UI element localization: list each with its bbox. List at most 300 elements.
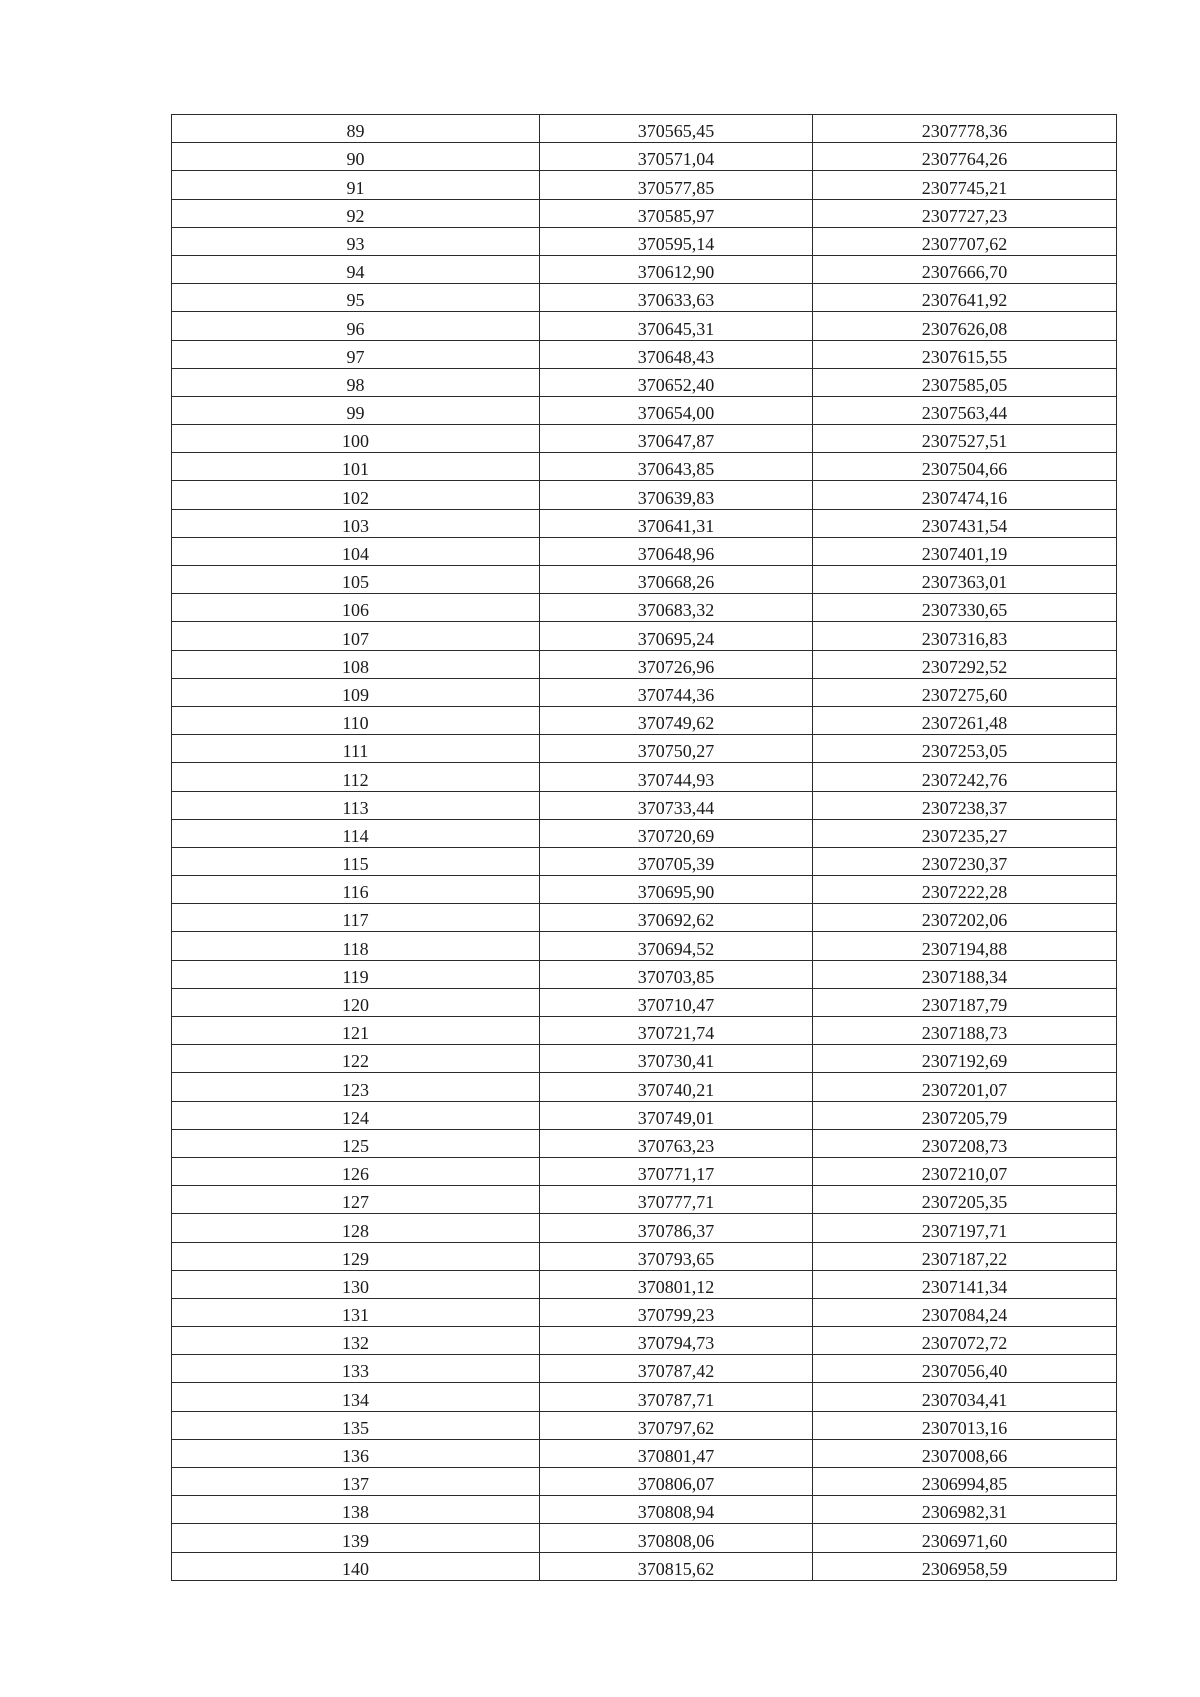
y-coordinate-cell: [813, 537, 1117, 565]
cell-text: 2307615,55: [921, 346, 1008, 367]
y-coordinate-cell: [813, 171, 1117, 199]
x-coordinate-cell: [540, 847, 813, 875]
y-coordinate-cell: [813, 1017, 1117, 1045]
cell-text: 112: [342, 769, 369, 790]
x-coordinate-cell: [540, 988, 813, 1016]
cell-text: 117: [342, 910, 369, 931]
x-coordinate-cell: [540, 763, 813, 791]
x-coordinate-cell: [540, 876, 813, 904]
x-coordinate-cell: [540, 791, 813, 819]
x-coordinate-cell: [540, 199, 813, 227]
cell-text: 89: [346, 121, 365, 142]
point-number-cell: [172, 819, 540, 847]
y-coordinate-cell: [813, 1129, 1117, 1157]
x-coordinate-cell: [540, 706, 813, 734]
cell-text: 2307197,71: [921, 1220, 1008, 1241]
point-number-cell: [172, 199, 540, 227]
cell-text: 2307363,01: [921, 572, 1008, 593]
table-row: [172, 960, 1117, 988]
cell-text: 131: [342, 1305, 369, 1326]
point-number-cell: [172, 1017, 540, 1045]
cell-text: 370777,71: [637, 1192, 715, 1213]
cell-text: 140: [342, 1558, 369, 1579]
table-row: [172, 171, 1117, 199]
point-number-cell: [172, 1101, 540, 1129]
cell-text: 370815,62: [637, 1558, 715, 1579]
cell-text: 2307194,88: [921, 938, 1008, 959]
table-row: [172, 1214, 1117, 1242]
point-number-cell: [172, 1073, 540, 1101]
cell-text: 2307253,05: [921, 741, 1008, 762]
table-row: [172, 1298, 1117, 1326]
y-coordinate-cell: [813, 115, 1117, 143]
table-row: [172, 1073, 1117, 1101]
cell-text: 370787,71: [637, 1389, 715, 1410]
y-coordinate-cell: [813, 509, 1117, 537]
point-number-cell: [172, 425, 540, 453]
x-coordinate-cell: [540, 1552, 813, 1580]
cell-text: 2306958,59: [921, 1558, 1008, 1579]
cell-text: 134: [342, 1389, 369, 1410]
x-coordinate-cell: [540, 650, 813, 678]
cell-text: 99: [346, 403, 365, 424]
cell-text: 370801,12: [637, 1276, 715, 1297]
x-coordinate-cell: [540, 1242, 813, 1270]
x-coordinate-cell: [540, 1355, 813, 1383]
table-row: [172, 425, 1117, 453]
x-coordinate-cell: [540, 1439, 813, 1467]
y-coordinate-cell: [813, 763, 1117, 791]
table-row: [172, 1186, 1117, 1214]
point-number-cell: [172, 1468, 540, 1496]
cell-text: 123: [342, 1079, 369, 1100]
cell-text: 2306971,60: [921, 1530, 1008, 1551]
y-coordinate-cell: [813, 819, 1117, 847]
point-number-cell: [172, 1242, 540, 1270]
cell-text: 370750,27: [637, 741, 715, 762]
x-coordinate-cell: [540, 1129, 813, 1157]
y-coordinate-cell: [813, 1411, 1117, 1439]
cell-text: 2307205,79: [921, 1107, 1008, 1128]
cell-text: 2307187,79: [921, 995, 1008, 1015]
cell-text: 370654,00: [637, 403, 715, 424]
cell-text: 370577,85: [637, 177, 715, 198]
cell-text: 2307201,07: [921, 1079, 1008, 1100]
y-coordinate-cell: [813, 312, 1117, 340]
y-coordinate-cell: [813, 255, 1117, 283]
cell-text: 370641,31: [637, 515, 715, 536]
table-row: [172, 988, 1117, 1016]
table-row: [172, 1439, 1117, 1467]
table-row: [172, 509, 1117, 537]
x-coordinate-cell: [540, 227, 813, 255]
table-row: [172, 1270, 1117, 1298]
cell-text: 370726,96: [637, 656, 715, 677]
cell-text: 2307222,28: [921, 882, 1008, 903]
cell-text: 370705,39: [637, 854, 715, 875]
cell-text: 110: [342, 713, 369, 734]
x-coordinate-cell: [540, 678, 813, 706]
cell-text: 370695,24: [637, 628, 715, 649]
cell-text: 105: [342, 572, 369, 593]
y-coordinate-cell: [813, 396, 1117, 424]
cell-text: 370744,36: [637, 684, 715, 705]
x-coordinate-cell: [540, 509, 813, 537]
table-row: [172, 537, 1117, 565]
y-coordinate-cell: [813, 340, 1117, 368]
cell-text: 370683,32: [637, 600, 715, 621]
x-coordinate-cell: [540, 960, 813, 988]
table-row: [172, 1411, 1117, 1439]
cell-text: 370565,45: [637, 121, 715, 142]
coordinates-table: [171, 114, 1117, 1581]
y-coordinate-cell: [813, 481, 1117, 509]
x-coordinate-cell: [540, 312, 813, 340]
table-row: [172, 199, 1117, 227]
table-row: [172, 594, 1117, 622]
cell-text: 139: [342, 1530, 369, 1551]
cell-text: 2307013,16: [921, 1417, 1008, 1438]
cell-text: 107: [342, 628, 369, 649]
cell-text: 2307238,37: [921, 797, 1008, 818]
x-coordinate-cell: [540, 481, 813, 509]
x-coordinate-cell: [540, 1101, 813, 1129]
point-number-cell: [172, 453, 540, 481]
cell-text: 2307727,23: [921, 205, 1008, 226]
y-coordinate-cell: [813, 143, 1117, 171]
cell-text: 113: [342, 797, 369, 818]
cell-text: 2307056,40: [921, 1361, 1008, 1382]
y-coordinate-cell: [813, 594, 1117, 622]
y-coordinate-cell: [813, 1468, 1117, 1496]
cell-text: 2307764,26: [921, 149, 1008, 170]
point-number-cell: [172, 227, 540, 255]
point-number-cell: [172, 537, 540, 565]
cell-text: 2307208,73: [921, 1135, 1008, 1156]
cell-text: 130: [342, 1276, 369, 1297]
cell-text: 370652,40: [637, 374, 715, 395]
cell-text: 2307316,83: [921, 628, 1008, 649]
cell-text: 132: [342, 1333, 369, 1354]
cell-text: 370648,96: [637, 544, 715, 564]
cell-text: 2307401,19: [921, 544, 1008, 564]
y-coordinate-cell: [813, 1073, 1117, 1101]
y-coordinate-cell: [813, 1045, 1117, 1073]
cell-text: 93: [346, 233, 365, 254]
x-coordinate-cell: [540, 1298, 813, 1326]
y-coordinate-cell: [813, 876, 1117, 904]
table-row: [172, 1045, 1117, 1073]
y-coordinate-cell: [813, 988, 1117, 1016]
cell-text: 103: [342, 515, 369, 536]
table-row: [172, 1129, 1117, 1157]
cell-text: 370571,04: [637, 149, 715, 170]
x-coordinate-cell: [540, 1017, 813, 1045]
cell-text: 370647,87: [637, 431, 715, 452]
point-number-cell: [172, 706, 540, 734]
cell-text: 2306994,85: [921, 1474, 1008, 1495]
table-row: [172, 1383, 1117, 1411]
cell-text: 2306982,31: [921, 1502, 1008, 1523]
table-row: [172, 284, 1117, 312]
point-number-cell: [172, 1439, 540, 1467]
cell-text: 126: [342, 1164, 369, 1185]
table-row: [172, 706, 1117, 734]
cell-text: 2307008,66: [921, 1446, 1008, 1466]
point-number-cell: [172, 566, 540, 594]
cell-text: 370793,65: [637, 1248, 715, 1269]
y-coordinate-cell: [813, 453, 1117, 481]
cell-text: 111: [342, 741, 369, 762]
y-coordinate-cell: [813, 1101, 1117, 1129]
cell-text: 370585,97: [637, 205, 715, 226]
table-row: [172, 1355, 1117, 1383]
point-number-cell: [172, 1355, 540, 1383]
y-coordinate-cell: [813, 284, 1117, 312]
table-row: [172, 1242, 1117, 1270]
x-coordinate-cell: [540, 284, 813, 312]
cell-text: 370633,63: [637, 290, 715, 311]
x-coordinate-cell: [540, 1327, 813, 1355]
y-coordinate-cell: [813, 199, 1117, 227]
y-coordinate-cell: [813, 1496, 1117, 1524]
cell-text: 2307084,24: [921, 1305, 1008, 1326]
cell-text: 2307431,54: [921, 515, 1008, 536]
x-coordinate-cell: [540, 1468, 813, 1496]
y-coordinate-cell: [813, 368, 1117, 396]
cell-text: 370763,23: [637, 1135, 715, 1156]
x-coordinate-cell: [540, 1073, 813, 1101]
cell-text: 2307778,36: [921, 121, 1008, 142]
table-row: [172, 1496, 1117, 1524]
cell-text: 101: [342, 459, 369, 480]
cell-text: 370692,62: [637, 910, 715, 931]
cell-text: 137: [342, 1474, 369, 1495]
y-coordinate-cell: [813, 678, 1117, 706]
point-number-cell: [172, 340, 540, 368]
cell-text: 133: [342, 1361, 369, 1382]
cell-text: 96: [346, 318, 365, 339]
cell-text: 124: [342, 1107, 369, 1128]
x-coordinate-cell: [540, 115, 813, 143]
table-row: [172, 453, 1117, 481]
table-row: [172, 227, 1117, 255]
cell-text: 370639,83: [637, 487, 715, 508]
cell-text: 92: [346, 205, 365, 226]
cell-text: 116: [342, 882, 369, 903]
cell-text: 114: [342, 825, 369, 846]
cell-text: 2307141,34: [921, 1276, 1008, 1297]
point-number-cell: [172, 1129, 540, 1157]
point-number-cell: [172, 1214, 540, 1242]
table-row: [172, 678, 1117, 706]
table-row: [172, 819, 1117, 847]
table-row: [172, 932, 1117, 960]
cell-text: 2307235,27: [921, 825, 1008, 846]
x-coordinate-cell: [540, 1214, 813, 1242]
cell-text: 370749,01: [637, 1107, 715, 1128]
y-coordinate-cell: [813, 1355, 1117, 1383]
x-coordinate-cell: [540, 1496, 813, 1524]
y-coordinate-cell: [813, 932, 1117, 960]
cell-text: 370740,21: [637, 1079, 715, 1100]
cell-text: 370695,90: [637, 882, 715, 903]
cell-text: 370797,62: [637, 1417, 715, 1438]
point-number-cell: [172, 650, 540, 678]
x-coordinate-cell: [540, 537, 813, 565]
cell-text: 2307205,35: [921, 1192, 1008, 1213]
cell-text: 2307641,92: [921, 290, 1008, 311]
cell-text: 118: [342, 938, 369, 959]
table-row: [172, 481, 1117, 509]
point-number-cell: [172, 143, 540, 171]
point-number-cell: [172, 960, 540, 988]
point-number-cell: [172, 115, 540, 143]
point-number-cell: [172, 509, 540, 537]
point-number-cell: [172, 1270, 540, 1298]
table-row: [172, 1468, 1117, 1496]
cell-text: 2307187,22: [921, 1248, 1008, 1269]
point-number-cell: [172, 171, 540, 199]
cell-text: 370612,90: [637, 262, 715, 283]
point-number-cell: [172, 791, 540, 819]
y-coordinate-cell: [813, 1270, 1117, 1298]
x-coordinate-cell: [540, 425, 813, 453]
y-coordinate-cell: [813, 1327, 1117, 1355]
table-row: [172, 143, 1117, 171]
cell-text: 2307330,65: [921, 600, 1008, 621]
point-number-cell: [172, 763, 540, 791]
table-row: [172, 1327, 1117, 1355]
point-number-cell: [172, 1157, 540, 1185]
y-coordinate-cell: [813, 904, 1117, 932]
table-row: [172, 1101, 1117, 1129]
x-coordinate-cell: [540, 904, 813, 932]
point-number-cell: [172, 735, 540, 763]
x-coordinate-cell: [540, 622, 813, 650]
cell-text: 2307527,51: [921, 431, 1008, 452]
cell-text: 128: [342, 1220, 369, 1241]
x-coordinate-cell: [540, 368, 813, 396]
cell-text: 370645,31: [637, 318, 715, 339]
x-coordinate-cell: [540, 396, 813, 424]
point-number-cell: [172, 1045, 540, 1073]
cell-text: 370787,42: [637, 1361, 715, 1382]
x-coordinate-cell: [540, 1524, 813, 1552]
cell-text: 370694,52: [637, 938, 715, 959]
point-number-cell: [172, 255, 540, 283]
cell-text: 370703,85: [637, 966, 715, 987]
x-coordinate-cell: [540, 1186, 813, 1214]
x-coordinate-cell: [540, 932, 813, 960]
table-row: [172, 396, 1117, 424]
point-number-cell: [172, 594, 540, 622]
y-coordinate-cell: [813, 1186, 1117, 1214]
cell-text: 2307188,34: [921, 966, 1008, 987]
table-row: [172, 876, 1117, 904]
y-coordinate-cell: [813, 1214, 1117, 1242]
table-row: [172, 340, 1117, 368]
table-row: [172, 763, 1117, 791]
cell-text: 115: [342, 854, 369, 875]
cell-text: 2307666,70: [921, 262, 1008, 283]
coordinates-table-body: [172, 115, 1117, 1581]
point-number-cell: [172, 678, 540, 706]
point-number-cell: [172, 1524, 540, 1552]
y-coordinate-cell: [813, 1524, 1117, 1552]
x-coordinate-cell: [540, 1157, 813, 1185]
x-coordinate-cell: [540, 594, 813, 622]
point-number-cell: [172, 988, 540, 1016]
y-coordinate-cell: [813, 791, 1117, 819]
cell-text: 2307563,44: [921, 403, 1008, 424]
cell-text: 370720,69: [637, 825, 715, 846]
cell-text: 370786,37: [637, 1220, 715, 1241]
point-number-cell: [172, 1383, 540, 1411]
cell-text: 129: [342, 1248, 369, 1269]
cell-text: 102: [342, 487, 369, 508]
x-coordinate-cell: [540, 819, 813, 847]
cell-text: 370643,85: [637, 459, 715, 480]
cell-text: 109: [342, 684, 369, 705]
y-coordinate-cell: [813, 566, 1117, 594]
cell-text: 127: [342, 1192, 369, 1213]
table-row: [172, 566, 1117, 594]
x-coordinate-cell: [540, 171, 813, 199]
cell-text: 370733,44: [637, 797, 715, 818]
cell-text: 2307745,21: [921, 177, 1008, 198]
x-coordinate-cell: [540, 255, 813, 283]
cell-text: 2307192,69: [921, 1051, 1008, 1072]
cell-text: 98: [346, 374, 365, 395]
table-row: [172, 847, 1117, 875]
cell-text: 121: [342, 1023, 369, 1044]
point-number-cell: [172, 481, 540, 509]
y-coordinate-cell: [813, 706, 1117, 734]
cell-text: 370801,47: [637, 1446, 715, 1466]
y-coordinate-cell: [813, 1298, 1117, 1326]
cell-text: 94: [346, 262, 365, 283]
table-row: [172, 1552, 1117, 1580]
y-coordinate-cell: [813, 1242, 1117, 1270]
cell-text: 2307292,52: [921, 656, 1008, 677]
cell-text: 370808,06: [637, 1530, 715, 1551]
cell-text: 108: [342, 656, 369, 677]
y-coordinate-cell: [813, 650, 1117, 678]
cell-text: 370808,94: [637, 1502, 715, 1523]
cell-text: 370710,47: [637, 995, 715, 1015]
table-row: [172, 904, 1117, 932]
cell-text: 370749,62: [637, 713, 715, 734]
y-coordinate-cell: [813, 735, 1117, 763]
cell-text: 370730,41: [637, 1051, 715, 1072]
x-coordinate-cell: [540, 1383, 813, 1411]
y-coordinate-cell: [813, 227, 1117, 255]
y-coordinate-cell: [813, 1439, 1117, 1467]
table-row: [172, 1157, 1117, 1185]
x-coordinate-cell: [540, 735, 813, 763]
cell-text: 95: [346, 290, 365, 311]
y-coordinate-cell: [813, 847, 1117, 875]
point-number-cell: [172, 622, 540, 650]
cell-text: 370806,07: [637, 1474, 715, 1495]
cell-text: 2307072,72: [921, 1333, 1008, 1354]
point-number-cell: [172, 1411, 540, 1439]
cell-text: 2307707,62: [921, 233, 1008, 254]
table-row: [172, 650, 1117, 678]
cell-text: 136: [342, 1446, 369, 1466]
cell-text: 91: [346, 177, 365, 198]
